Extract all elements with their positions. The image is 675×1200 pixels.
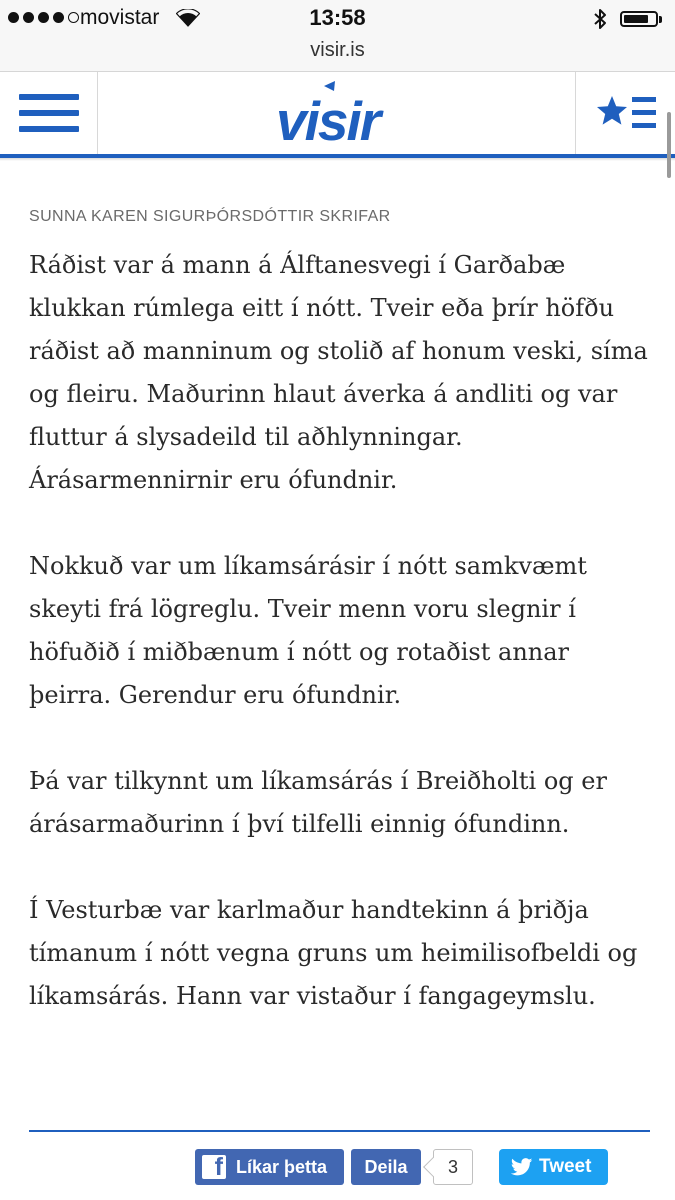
visir-logo[interactable]: [274, 78, 402, 146]
facebook-like-button[interactable]: [195, 1149, 344, 1185]
site-header: [0, 72, 675, 154]
facebook-share-button[interactable]: Deila: [351, 1149, 421, 1185]
facebook-icon: f: [202, 1155, 226, 1179]
svg-text:visir: visir: [276, 90, 380, 146]
article-paragraph: Þá var tilkynnt um líkamsárás í Breiðholti og er árásarmaðurinn í því tilfelli einnig ófundinn.: [29, 767, 607, 838]
article-body: [29, 244, 654, 1061]
tweet-button[interactable]: [499, 1149, 608, 1185]
hamburger-menu-icon: [19, 94, 79, 100]
address-bar[interactable]: [0, 38, 675, 72]
twitter-bird-icon: [511, 1158, 533, 1176]
carrier-name: movistar: [80, 6, 160, 29]
author-byline: SUNNA KAREN SIGURÞÓRSDÓTTIR SKRIFAR: [29, 208, 391, 225]
share-count-badge: 3: [433, 1149, 473, 1185]
article-footer-divider: [29, 1130, 650, 1132]
star-list-icon: [576, 72, 675, 154]
article-paragraph: Nokkuð var um líkamsárásir í nótt samkvæmt skeyti frá lögreglu. Tveir menn voru slegnir í höfuðið í miðbænum í nótt og rotaðist annar þeirra. Gerendur eru ófundnir.: [29, 552, 587, 709]
like-label: Líkar þetta: [236, 1156, 328, 1177]
url-text: visir.is: [310, 39, 365, 61]
favorites-button[interactable]: [575, 72, 675, 154]
tweet-label: Tweet: [539, 1156, 592, 1177]
clock: 13:58: [309, 5, 366, 30]
menu-button[interactable]: [0, 72, 98, 154]
bluetooth-icon: [592, 7, 608, 31]
article-paragraph: Ráðist var á mann á Álftanesvegi í Garðabæ klukkan rúmlega eitt í nótt. Tveir eða þrír höfðu ráðist að manninum og stolið af honum veski, síma og fleiru. Maðurinn hlaut áverka á andliti og var fluttur á slysadeild til aðhlynningar. Árásarmennirnir eru ófundnir.: [29, 251, 648, 494]
status-bar: [0, 0, 675, 38]
battery-icon: [620, 11, 658, 27]
article-paragraph: Í Vesturbæ var karlmaður handtekinn á þriðja tímanum í nótt vegna gruns um heimilisofbeldi og líkamsárás. Hann var vistaður í fangageymslu.: [29, 896, 638, 1010]
scrollbar[interactable]: [667, 112, 671, 178]
